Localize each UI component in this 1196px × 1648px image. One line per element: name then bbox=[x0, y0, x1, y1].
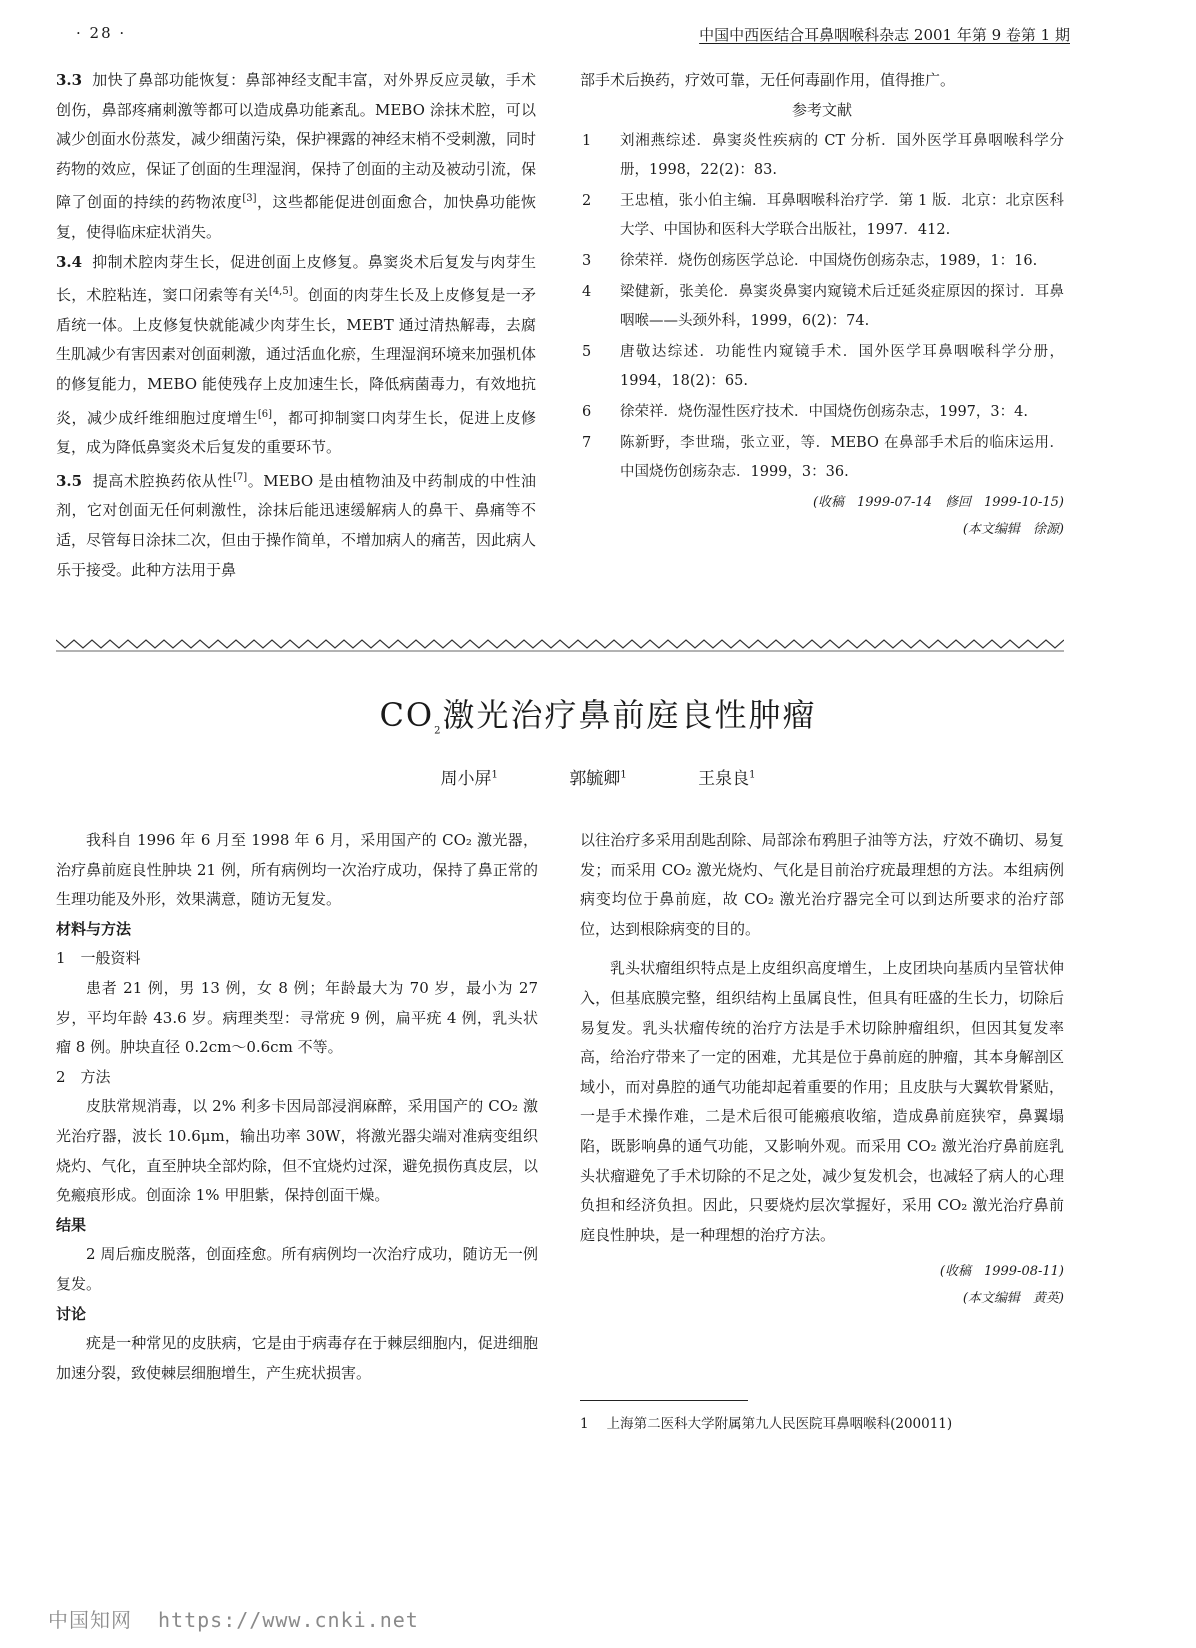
section-number: 3.4 bbox=[56, 252, 83, 271]
page-number: · 28 · bbox=[76, 24, 127, 42]
author-list bbox=[0, 764, 1196, 789]
citation: [4,5] bbox=[268, 286, 293, 298]
citation: [7] bbox=[232, 471, 248, 483]
method-paragraph: 皮肤常规消毒，以 2% 利多卡因局部浸润麻醉，采用国产的 CO₂ 激光治疗器，波长 10.6μm，输出功率 30W，将激光器尖端对准病变组织烧灼、气化，直至肿块全部灼除，但不宜烧灼过深，避免损伤真皮层，以免瘢痕形成。创面涂 1% 甲胆紫，保持创面干燥。 bbox=[56, 1097, 538, 1205]
section-text: 。MEBO 是由植物油及中药制成的中性油剂，它对创面无任何刺激性，涂抹后能迅速缓解病人的鼻干、鼻痛等不适，尽管每日涂抹二次，但由于操作简单，不增加病人的痛苦，因此病人乐于接受。此种方法用于鼻 bbox=[56, 471, 537, 579]
author-name: 郭毓卿 bbox=[569, 769, 621, 789]
reference-number: 1 bbox=[582, 133, 592, 150]
references-heading: 参考文献 bbox=[791, 100, 852, 119]
article-title bbox=[0, 690, 1196, 736]
watermark-url: https://www.cnki.net bbox=[158, 1608, 419, 1632]
discussion-paragraph: 疣是一种常见的皮肤病，它是由于病毒存在于棘层细胞内，促进细胞加速分裂，致使棘层细胞增生，产生疣状损害。 bbox=[56, 1334, 538, 1382]
reference-item bbox=[580, 338, 1064, 396]
affiliation-footnote bbox=[580, 1412, 1064, 1432]
reference-item bbox=[580, 278, 1064, 336]
author-affiliation-mark: 1 bbox=[491, 769, 498, 781]
discussion-paragraph: 以往治疗多采用刮匙刮除、局部涂布鸦胆子油等方法，疗效不确切、易复发；而采用 CO₂ 激光烧灼、气化是目前治疗疣最理想的方法。本组病例病变均位于鼻前庭，故 CO₂ 激光治疗器完全可以到达所要求的治疗部位，达到根除病变的目的。 bbox=[580, 831, 1064, 938]
footnote-text: 上海第二医科大学附属第九人民医院耳鼻咽喉科(200011) bbox=[606, 1416, 953, 1432]
section-3-5 bbox=[56, 463, 536, 585]
section-3-4 bbox=[56, 248, 536, 463]
editor-note: (本文编辑 徐源) bbox=[962, 522, 1064, 538]
reference-number: 7 bbox=[582, 435, 592, 452]
subsection-2-heading: 2 方法 bbox=[56, 1067, 111, 1086]
results-paragraph: 2 周后痂皮脱落，创面痊愈。所有病例均一次治疗成功，随访无一例复发。 bbox=[56, 1245, 538, 1293]
reference-item bbox=[580, 247, 1064, 276]
prev-article-right-column bbox=[580, 66, 1064, 543]
reference-item bbox=[580, 398, 1064, 427]
watermark-cn: 中国知网 bbox=[48, 1608, 132, 1632]
prev-article-left-column bbox=[56, 66, 536, 585]
discussion-heading: 讨论 bbox=[56, 1304, 87, 1323]
continued-text: 部手术后换药，疗效可靠，无任何毒副作用，值得推广。 bbox=[580, 71, 956, 89]
footnote-number: 1 bbox=[580, 1416, 589, 1432]
citation: [3] bbox=[242, 193, 257, 205]
article-divider bbox=[56, 638, 1064, 652]
results-heading: 结果 bbox=[56, 1215, 87, 1234]
section-text: 加快了鼻部功能恢复：鼻部神经支配丰富，对外界反应灵敏，手术创伤，鼻部疼痛刺激等都可以造成鼻功能紊乱。MEBO 涂抹术腔，可以减少创面水份蒸发，减少细菌污染，保护裸露的神经末梢不受刺激，同时药物的效应，保证了创面的生理湿润，保持了创面的主动及被动引流，保障了创面的持续的药物浓度 bbox=[56, 71, 537, 212]
citation: [6] bbox=[257, 408, 273, 420]
section-number: 3.3 bbox=[56, 71, 83, 89]
reference-text: 王忠植，张小伯主编．耳鼻咽喉科治疗学．第 1 版．北京：北京医科大学、中国协和医科大学联合出版社，1997．412. bbox=[620, 193, 1064, 239]
subsection-1-heading: 1 一般资料 bbox=[56, 949, 141, 968]
author-name: 王泉良 bbox=[698, 769, 750, 789]
reference-text: 陈新野，李世瑞，张立亚，等．MEBO 在鼻部手术后的临床运用．中国烧伤创疡杂志．1999，3：36. bbox=[620, 435, 1064, 481]
reference-item bbox=[580, 187, 1064, 245]
title-text: 激光治疗鼻前庭良性肿瘤 bbox=[442, 696, 817, 734]
reference-text: 唐敬达综述．功能性内窥镜手术．国外医学耳鼻咽喉科学分册，1994，18(2)：65. bbox=[620, 344, 1064, 390]
reference-text: 梁健新，张美伦．鼻窦炎鼻窦内窥镜术后迁延炎症原因的探讨．耳鼻咽喉——头颈外科，1999，6(2)：74. bbox=[620, 284, 1064, 330]
intro-paragraph: 我科自 1996 年 6 月至 1998 年 6 月，采用国产的 CO₂ 激光器，治疗鼻前庭良性肿块 21 例，所有病例均一次治疗成功，保持了鼻正常的生理功能及外形，效果满意，随访无复发。 bbox=[56, 831, 538, 909]
editor-note: (本文编辑 黄英) bbox=[962, 1291, 1064, 1307]
section-3-3 bbox=[56, 66, 536, 248]
title-text: CO bbox=[379, 696, 435, 734]
section-text: 。创面的肉芽生长及上皮修复是一矛盾统一体。上皮修复快就能减少肉芽生长，MEBT 通过清热解毒，去腐生肌减少有害因素对创面刺激，通过活血化瘀，生理湿润环境来加强机体的修复能力，MEBO 能使残存上皮加速生长，降低病菌毒力，有效地抗炎，减少成纤维细胞过度增生 bbox=[56, 286, 537, 427]
section-text: ，这些都能促进创面愈合，加快鼻功能恢复，使得临床症状消失。 bbox=[56, 193, 536, 241]
reference-number: 4 bbox=[582, 284, 592, 301]
article-left-column bbox=[56, 826, 538, 1388]
received-date: (收稿 1999-08-11) bbox=[939, 1264, 1064, 1280]
article-right-column bbox=[580, 826, 1064, 1312]
reference-number: 3 bbox=[582, 253, 592, 270]
reference-list bbox=[580, 127, 1064, 487]
author bbox=[698, 769, 755, 789]
reference-item bbox=[580, 127, 1064, 185]
received-date: (收稿 1999-07-14 修回 1999-10-15) bbox=[812, 495, 1064, 511]
reference-text: 刘湘燕综述．鼻窦炎性疾病的 CT 分析．国外医学耳鼻咽喉科学分册，1998，22(2)：83. bbox=[620, 133, 1064, 179]
reference-text: 徐荣祥．烧伤湿性医疗技术．中国烧伤创疡杂志，1997，3：4. bbox=[620, 404, 1028, 421]
author-affiliation-mark: 1 bbox=[749, 769, 756, 781]
section-text: 提高术腔换药依从性 bbox=[92, 471, 233, 490]
author-affiliation-mark: 1 bbox=[620, 769, 627, 781]
reference-number: 6 bbox=[582, 404, 592, 421]
section-text: ，都可抑制窦口肉芽生长，促进上皮修复，成为降低鼻窦炎术后复发的重要环节。 bbox=[56, 408, 536, 457]
general-data-paragraph: 患者 21 例，男 13 例，女 8 例；年龄最大为 70 岁，最小为 27 岁，平均年龄 43.6 岁。病理类型：寻常疣 9 例，扁平疣 4 例，乳头状瘤 8 例。肿块直径 0.2cm～0.6cm 不等。 bbox=[56, 978, 538, 1057]
reference-number: 2 bbox=[582, 193, 592, 210]
discussion-paragraph: 乳头状瘤组织特点是上皮组织高度增生，上皮团块向基质内呈管状伸入，但基底膜完整，组织结构上虽属良性，但具有旺盛的生长力，切除后易复发。乳头状瘤传统的治疗方法是手术切除肿瘤组织，但因其复发率高，给治疗带来了一定的困难，尤其是位于鼻前庭的肿瘤，其本身解剖区域小，而对鼻腔的通气功能却起着重要的作用；且皮肤与大翼软骨紧贴，一是手术操作难，二是术后很可能瘢痕收缩，造成鼻前庭狭窄，鼻翼塌陷，既影响鼻的通气功能，又影响外观。而采用 CO₂ 激光治疗鼻前庭乳头状瘤避免了手术切除的不足之处，减少复发机会，也减轻了病人的心理负担和经济负担。因此，只要烧灼层次掌握好，采用 CO₂ 激光治疗鼻前庭良性肿块，是一种理想的治疗方法。 bbox=[580, 959, 1064, 1244]
cnki-watermark bbox=[48, 1604, 419, 1633]
author bbox=[441, 769, 498, 789]
reference-number: 5 bbox=[582, 344, 592, 361]
author-name: 周小屏 bbox=[440, 769, 492, 789]
reference-item bbox=[580, 429, 1064, 487]
journal-title: 中国中西医结合耳鼻咽喉科杂志 2001 年第 9 卷第 1 期 bbox=[699, 26, 1070, 44]
footnote-rule bbox=[580, 1400, 748, 1401]
page-header bbox=[76, 20, 1070, 50]
title-subscript: 2 bbox=[434, 725, 443, 737]
section-text: 抑制术腔肉芽生长，促进创面上皮修复。鼻窦炎术后复发与肉芽生长，术腔粘连，窦口闭索等有关 bbox=[56, 252, 536, 305]
author bbox=[569, 769, 626, 789]
reference-text: 徐荣祥．烧伤创疡医学总论．中国烧伤创疡杂志，1989，1：16. bbox=[620, 253, 1038, 270]
section-number: 3.5 bbox=[56, 471, 83, 490]
methods-heading: 材料与方法 bbox=[56, 919, 132, 938]
